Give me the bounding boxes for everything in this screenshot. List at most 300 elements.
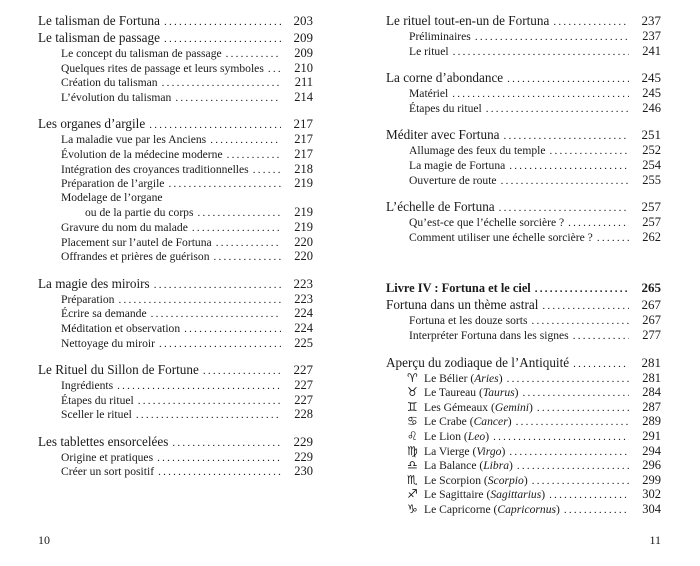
dot-leader bbox=[268, 62, 281, 77]
toc-chapter-entry bbox=[386, 198, 661, 215]
dot-leader bbox=[159, 337, 281, 352]
toc-section bbox=[386, 279, 661, 342]
entry-page-number: 219 bbox=[294, 205, 313, 220]
entry-label: L’évolution du talisman bbox=[61, 90, 172, 104]
dot-leader bbox=[542, 298, 629, 315]
toc-subentry bbox=[38, 450, 313, 465]
closing-paren: ) bbox=[541, 488, 546, 502]
toc-subentry bbox=[38, 393, 313, 408]
entry-label: Gravure du nom du malade bbox=[61, 220, 188, 234]
entry-label: Ingrédients bbox=[61, 379, 114, 393]
toc-subentry bbox=[386, 414, 661, 429]
latin-name: Scorpio bbox=[487, 473, 524, 487]
toc-subentry bbox=[38, 249, 313, 264]
entry-label: Fortuna et les douze sorts bbox=[409, 314, 528, 328]
closing-paren: ) bbox=[528, 400, 533, 414]
latin-name: Cancer bbox=[473, 415, 508, 429]
dot-leader bbox=[216, 236, 281, 251]
toc-chapter-entry bbox=[38, 275, 313, 292]
entry-page-number: 217 bbox=[294, 146, 313, 161]
entry-title bbox=[61, 451, 153, 466]
toc-section bbox=[386, 126, 661, 187]
entry-page-number: 228 bbox=[294, 407, 313, 422]
entry-title bbox=[409, 385, 519, 401]
entry-page-number: 224 bbox=[294, 306, 313, 321]
dot-leader bbox=[507, 71, 629, 88]
libra-icon: ♎︎ bbox=[407, 458, 418, 473]
entry-label: Étapes du rituel bbox=[61, 393, 134, 407]
page-number-left: 10 bbox=[38, 533, 50, 547]
entry-label: Le rituel bbox=[409, 44, 449, 58]
entry-page-number: 245 bbox=[642, 86, 661, 101]
toc-subentry bbox=[386, 158, 661, 173]
closing-paren: ) bbox=[509, 459, 513, 473]
toc-subentry bbox=[386, 487, 661, 502]
entry-label: Qu’est-ce que l’échelle sorcière ? bbox=[409, 216, 565, 230]
entry-label: Le Capricorne ( bbox=[424, 502, 498, 516]
dot-leader bbox=[509, 159, 629, 174]
entry-page-number: 220 bbox=[294, 234, 313, 249]
toc-section bbox=[38, 12, 313, 104]
toc-section bbox=[386, 12, 661, 58]
entry-label: Aperçu du zodiaque de l’Antiquité bbox=[386, 354, 570, 370]
entry-page-number: 209 bbox=[294, 46, 313, 60]
dot-leader bbox=[154, 277, 281, 294]
toc-subentry bbox=[386, 502, 661, 517]
entry-label: Intégration des croyances traditionnelles bbox=[61, 162, 249, 176]
entry-title bbox=[61, 76, 158, 91]
entry-label: Quelques rites de passage et leurs symboles bbox=[61, 61, 264, 75]
entry-title bbox=[386, 69, 503, 86]
toc-chapter-entry bbox=[38, 433, 313, 450]
dot-leader bbox=[117, 379, 281, 394]
dot-leader bbox=[499, 200, 629, 217]
entry-title bbox=[409, 400, 533, 416]
dot-leader bbox=[516, 415, 629, 430]
entry-label: Évolution de la médecine moderne bbox=[61, 147, 223, 161]
toc-section bbox=[386, 69, 661, 115]
entry-title bbox=[409, 102, 482, 117]
toc-chapter-entry bbox=[38, 12, 313, 29]
dot-leader bbox=[535, 281, 629, 298]
entry-page-number: 281 bbox=[641, 354, 661, 370]
closing-paren: ) bbox=[501, 444, 506, 458]
entry-title bbox=[409, 444, 505, 460]
entry-title bbox=[61, 191, 163, 206]
dot-leader bbox=[198, 206, 282, 221]
toc-chapter-entry bbox=[38, 361, 313, 378]
dot-leader bbox=[227, 148, 281, 163]
leo-icon: ♌︎ bbox=[407, 428, 418, 443]
entry-label: Le Crabe ( bbox=[424, 415, 474, 429]
dot-leader bbox=[214, 250, 281, 265]
dot-leader bbox=[149, 117, 281, 134]
entry-label: Nettoyage du miroir bbox=[61, 336, 156, 350]
entry-page-number: 257 bbox=[642, 215, 661, 230]
dot-leader bbox=[553, 14, 629, 31]
dot-leader bbox=[532, 314, 630, 329]
toc-subentry bbox=[38, 220, 313, 235]
entry-title bbox=[386, 126, 500, 143]
dot-leader bbox=[573, 329, 629, 344]
entry-label: Ouverture de route bbox=[409, 173, 497, 187]
toc-chapter-entry bbox=[386, 279, 661, 296]
entry-label: Le talisman de passage bbox=[38, 30, 160, 45]
entry-title bbox=[409, 45, 449, 60]
toc-section bbox=[38, 361, 313, 422]
entry-label: Sceller le rituel bbox=[61, 408, 132, 422]
entry-page-number: 255 bbox=[642, 172, 661, 187]
toc-subentry bbox=[386, 385, 661, 400]
entry-label: Allumage des feux du temple bbox=[409, 144, 546, 158]
entry-page-number: 230 bbox=[294, 464, 313, 479]
dot-leader bbox=[597, 231, 629, 246]
toc-chapter-entry bbox=[386, 296, 661, 313]
entry-title bbox=[409, 329, 569, 344]
dot-leader bbox=[475, 30, 629, 45]
entry-label: Préparation de l’argile bbox=[61, 177, 165, 191]
dot-leader bbox=[226, 47, 281, 62]
dot-leader bbox=[151, 307, 281, 322]
entry-title bbox=[409, 174, 497, 189]
toc-subentry bbox=[386, 328, 661, 343]
entry-title bbox=[61, 91, 171, 106]
dot-leader bbox=[452, 87, 629, 102]
entry-page-number: 229 bbox=[294, 449, 313, 464]
dot-leader bbox=[184, 322, 281, 337]
entry-page-number: 277 bbox=[642, 327, 661, 342]
entry-label: La magie de Fortuna bbox=[409, 158, 506, 172]
dot-leader bbox=[162, 76, 281, 91]
entry-page-number: 291 bbox=[642, 428, 661, 443]
entry-title bbox=[61, 163, 249, 178]
entry-label: Le concept du talisman de passage bbox=[61, 47, 222, 60]
toc-subentry bbox=[38, 306, 313, 321]
entry-title bbox=[409, 458, 513, 474]
entry-label: Étapes du rituel bbox=[409, 101, 482, 115]
entry-page-number: 218 bbox=[294, 161, 313, 176]
dot-leader bbox=[164, 31, 281, 48]
entry-page-number: 223 bbox=[293, 275, 313, 291]
entry-title bbox=[386, 296, 538, 313]
entry-label: ou de la partie du corps bbox=[85, 206, 194, 220]
entry-page-number: 225 bbox=[294, 335, 313, 350]
toc-subentry bbox=[38, 321, 313, 336]
latin-name: Sagittarius bbox=[490, 488, 542, 502]
entry-label: La maladie vue par les Anciens bbox=[61, 133, 207, 147]
entry-title bbox=[61, 465, 154, 480]
entry-page-number: 241 bbox=[642, 43, 661, 58]
dot-leader bbox=[157, 451, 281, 466]
entry-title bbox=[409, 144, 546, 159]
entry-label: Interpréter Fortuna dans les signes bbox=[409, 328, 569, 342]
entry-label: L’échelle de Fortuna bbox=[386, 199, 495, 215]
virgo-icon: ♍︎ bbox=[407, 443, 418, 458]
dot-leader bbox=[175, 91, 281, 106]
latin-name: Capricornus bbox=[497, 502, 557, 516]
entry-page-number: 287 bbox=[642, 399, 661, 414]
entry-label: Création du talisman bbox=[61, 76, 158, 90]
dot-leader bbox=[192, 221, 281, 236]
latin-name: Virgo bbox=[476, 444, 502, 458]
entry-title bbox=[61, 177, 164, 192]
entry-label: Matériel bbox=[409, 87, 449, 101]
entry-title bbox=[409, 216, 564, 231]
entry-page-number: 289 bbox=[642, 414, 661, 429]
entry-title bbox=[85, 206, 194, 221]
toc-subentry bbox=[386, 143, 661, 158]
toc-subentry bbox=[38, 147, 313, 162]
entry-title bbox=[38, 29, 160, 46]
dot-leader bbox=[210, 133, 281, 148]
toc-subentry bbox=[38, 46, 313, 61]
entry-title bbox=[409, 414, 512, 430]
entry-page-number: 203 bbox=[293, 13, 313, 28]
entry-title bbox=[386, 198, 495, 215]
entry-page-number: 227 bbox=[294, 378, 313, 393]
entry-page-number: 214 bbox=[294, 89, 313, 104]
entry-title bbox=[61, 307, 147, 322]
entry-label: Fortuna dans un thème astral bbox=[386, 297, 539, 313]
toc-subentry bbox=[38, 191, 313, 206]
toc-subentry bbox=[38, 162, 313, 177]
entry-title bbox=[61, 221, 188, 236]
toc-left-page bbox=[38, 12, 313, 490]
dot-leader bbox=[158, 465, 281, 480]
dot-leader bbox=[509, 445, 629, 460]
toc-chapter-entry bbox=[386, 126, 661, 143]
entry-title bbox=[61, 250, 210, 265]
dot-leader bbox=[507, 372, 629, 387]
toc-subentry bbox=[386, 29, 661, 44]
entry-page-number: 245 bbox=[641, 70, 661, 86]
entry-page-number: 224 bbox=[294, 320, 313, 335]
entry-label: Origine et pratiques bbox=[61, 450, 154, 464]
dot-leader bbox=[501, 174, 629, 189]
toc-section bbox=[386, 198, 661, 244]
entry-title bbox=[38, 433, 168, 450]
entry-label: Créer un sort positif bbox=[61, 465, 155, 479]
entry-title bbox=[38, 361, 199, 378]
entry-page-number: 304 bbox=[642, 501, 661, 516]
toc-subentry bbox=[386, 173, 661, 188]
entry-title bbox=[409, 502, 560, 518]
toc-subentry bbox=[386, 371, 661, 386]
entry-page-number: 254 bbox=[642, 157, 661, 172]
toc-subentry bbox=[386, 44, 661, 59]
entry-label: Modelage de l’organe bbox=[61, 190, 163, 204]
entry-page-number: 229 bbox=[293, 433, 313, 449]
entry-title bbox=[409, 314, 528, 329]
dot-leader bbox=[564, 503, 629, 518]
scorpio-icon: ♏︎ bbox=[407, 472, 418, 487]
entry-page-number: 284 bbox=[642, 385, 661, 400]
dot-leader bbox=[486, 102, 629, 117]
entry-page-number: 227 bbox=[294, 392, 313, 407]
toc-subentry bbox=[386, 429, 661, 444]
closing-paren: ) bbox=[485, 429, 490, 443]
entry-label: Le Rituel du Sillon de Fortune bbox=[38, 362, 199, 378]
entry-title bbox=[38, 275, 150, 292]
entry-title bbox=[61, 408, 132, 423]
toc-subentry bbox=[38, 61, 313, 76]
aries-icon: ♈︎ bbox=[407, 370, 418, 385]
entry-label: La Vierge ( bbox=[424, 444, 477, 458]
entry-page-number: 302 bbox=[642, 487, 661, 502]
entry-title bbox=[61, 133, 206, 148]
entry-label: Placement sur l’autel de Fortuna bbox=[61, 235, 212, 249]
toc-section bbox=[386, 354, 661, 517]
toc-chapter-entry bbox=[386, 12, 661, 29]
entry-title bbox=[61, 293, 114, 308]
closing-paren: ) bbox=[556, 502, 560, 516]
toc-subentry bbox=[38, 336, 313, 351]
dot-leader bbox=[164, 14, 281, 31]
dot-leader bbox=[568, 216, 629, 231]
toc-chapter-entry bbox=[386, 354, 661, 371]
toc-subentry bbox=[386, 458, 661, 473]
entry-title bbox=[409, 371, 503, 387]
toc-subentry bbox=[38, 407, 313, 422]
latin-name: Leo bbox=[467, 429, 486, 443]
toc-chapter-entry bbox=[386, 69, 661, 86]
taurus-icon: ♉︎ bbox=[407, 385, 418, 400]
toc-right-page bbox=[386, 12, 661, 527]
dot-leader bbox=[168, 177, 281, 192]
entry-label: Le Sagittaire ( bbox=[424, 488, 491, 502]
entry-page-number: 262 bbox=[642, 229, 661, 244]
entry-page-number: 294 bbox=[642, 443, 661, 458]
toc-section bbox=[38, 275, 313, 350]
entry-label: Offrandes et prières de guérison bbox=[61, 250, 210, 264]
toc-section bbox=[38, 115, 313, 263]
closing-paren: ) bbox=[507, 415, 512, 429]
entry-page-number: 251 bbox=[641, 127, 661, 143]
entry-title bbox=[409, 487, 545, 503]
entry-label: Méditation et observation bbox=[61, 321, 181, 335]
entry-page-number: 209 bbox=[293, 30, 313, 45]
entry-page-number: 217 bbox=[293, 116, 313, 132]
dot-leader bbox=[118, 293, 281, 308]
entry-title bbox=[409, 473, 528, 489]
entry-label: Le Bélier ( bbox=[424, 371, 475, 385]
toc-subentry bbox=[38, 75, 313, 90]
entry-label: Les Gémeaux ( bbox=[424, 400, 495, 414]
entry-title bbox=[386, 354, 569, 371]
entry-page-number: 246 bbox=[642, 100, 661, 115]
entry-title bbox=[61, 62, 264, 77]
toc-subentry bbox=[386, 101, 661, 116]
toc-subentry bbox=[38, 378, 313, 393]
entry-label: Les tablettes ensorcelées bbox=[38, 433, 169, 449]
entry-label: Les organes d’argile bbox=[38, 116, 146, 132]
toc-subentry bbox=[38, 132, 313, 147]
dot-leader bbox=[504, 128, 629, 145]
entry-label: Le Lion ( bbox=[424, 429, 468, 443]
entry-label: La Balance ( bbox=[424, 459, 484, 473]
page-number-right: 11 bbox=[649, 533, 661, 547]
capricorn-icon: ♑︎ bbox=[407, 501, 418, 516]
closing-paren: ) bbox=[514, 386, 519, 400]
dot-leader bbox=[172, 435, 281, 452]
toc-subentry bbox=[38, 90, 313, 105]
dot-leader bbox=[573, 356, 629, 373]
sagittarius-icon: ♐︎ bbox=[407, 487, 418, 502]
section-gap bbox=[386, 255, 661, 279]
entry-page-number: 267 bbox=[642, 313, 661, 328]
closing-paren: ) bbox=[498, 371, 503, 385]
entry-label: Écrire sa demande bbox=[61, 307, 147, 321]
toc-subentry bbox=[386, 86, 661, 101]
dot-leader bbox=[517, 459, 629, 474]
entry-page-number: 237 bbox=[641, 13, 661, 28]
entry-title bbox=[38, 12, 160, 29]
entry-title bbox=[409, 159, 505, 174]
toc-subentry bbox=[38, 176, 313, 191]
entry-label: La magie des miroirs bbox=[38, 275, 150, 291]
entry-title bbox=[409, 429, 489, 445]
entry-page-number: 252 bbox=[642, 143, 661, 158]
entry-page-number: 237 bbox=[642, 29, 661, 43]
dot-leader bbox=[136, 408, 281, 423]
entry-page-number: 217 bbox=[294, 132, 313, 147]
entry-page-number: 219 bbox=[294, 176, 313, 191]
entry-title bbox=[61, 322, 180, 337]
dot-leader bbox=[549, 488, 629, 503]
entry-label: Le rituel tout-en-un de Fortuna bbox=[386, 13, 550, 28]
entry-page-number: 299 bbox=[642, 472, 661, 487]
entry-label: Préparation bbox=[61, 292, 115, 306]
toc-subentry bbox=[386, 400, 661, 415]
entry-page-number: 227 bbox=[293, 362, 313, 378]
entry-title bbox=[61, 337, 155, 352]
entry-page-number: 223 bbox=[294, 291, 313, 306]
entry-title bbox=[61, 236, 212, 251]
entry-title bbox=[409, 87, 448, 102]
toc-subentry bbox=[38, 292, 313, 307]
entry-title bbox=[409, 30, 471, 45]
entry-title bbox=[61, 394, 134, 409]
dot-leader bbox=[203, 363, 281, 380]
entry-page-number: 211 bbox=[294, 75, 313, 90]
entry-label: Livre IV : Fortuna et le ciel bbox=[386, 281, 531, 296]
latin-name: Taurus bbox=[482, 386, 515, 400]
entry-label: La corne d’abondance bbox=[386, 70, 504, 86]
entry-page-number: 265 bbox=[641, 280, 661, 296]
dot-leader bbox=[253, 163, 281, 178]
dot-leader bbox=[537, 401, 629, 416]
entry-title bbox=[386, 280, 531, 297]
entry-title bbox=[61, 148, 223, 163]
entry-page-number: 296 bbox=[642, 458, 661, 473]
toc-chapter-entry bbox=[38, 115, 313, 132]
dot-leader bbox=[493, 430, 629, 445]
toc-subentry bbox=[38, 464, 313, 479]
entry-title bbox=[38, 115, 145, 132]
toc-subentry bbox=[386, 444, 661, 459]
dot-leader bbox=[138, 394, 281, 409]
toc-chapter-entry bbox=[38, 29, 313, 46]
latin-name: Gemini bbox=[494, 400, 529, 414]
entry-title bbox=[409, 231, 593, 246]
entry-label: Le Taureau ( bbox=[424, 386, 483, 400]
entry-page-number: 267 bbox=[641, 297, 661, 313]
entry-page-number: 257 bbox=[641, 199, 661, 215]
toc-subentry bbox=[38, 205, 313, 220]
toc-subentry bbox=[38, 235, 313, 250]
dot-leader bbox=[523, 386, 629, 401]
entry-page-number: 219 bbox=[294, 219, 313, 234]
